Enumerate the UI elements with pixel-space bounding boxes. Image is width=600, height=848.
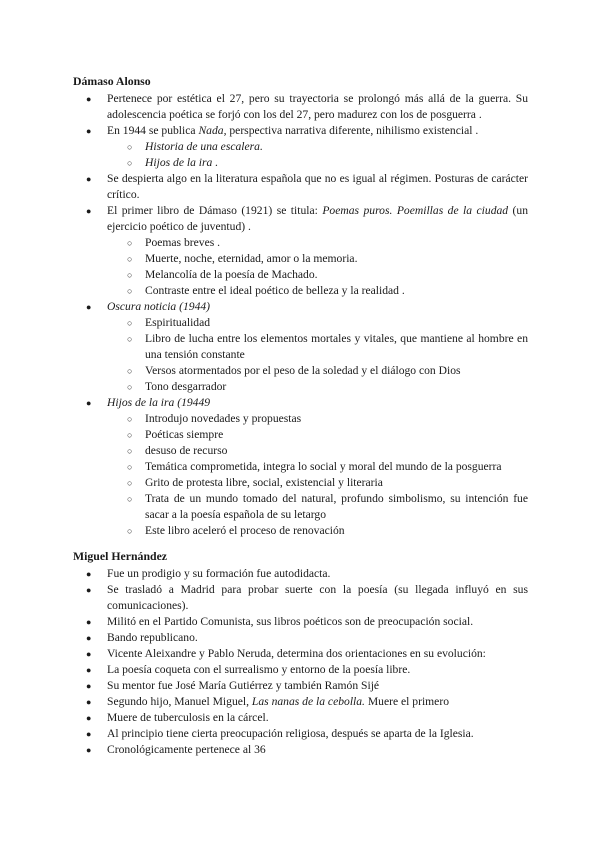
sub-list-item: ○ Contraste entre el ideal poético de belleza y la realidad . [73, 283, 528, 299]
section-heading: Dámaso Alonso [73, 74, 151, 88]
list-item: ● Segundo hijo, Manuel Miguel, Las nanas de la cebolla. Muere el primero [73, 694, 528, 710]
list-item: ● Hijos de la ira (19449 [73, 395, 528, 411]
list-item: ● Militó en el Partido Comunista, sus libros poéticos son de preocupación social. [73, 614, 528, 630]
list-item: ● Se trasladó a Madrid para probar suerte con la poesía (su llegada influyó en sus comunicaciones). [73, 582, 528, 614]
sub-list-item: ○ Hijos de la ira . [73, 155, 528, 171]
list-item: ● Al principio tiene cierta preocupación religiosa, después se aparta de la Iglesia. [73, 726, 528, 742]
sub-list-item: ○ Poéticas siempre [73, 427, 528, 443]
sub-list-item: ○ Versos atormentados por el peso de la soledad y el diálogo con Dios [73, 363, 528, 379]
sub-list-item: ○ Poemas breves . [73, 235, 528, 251]
section-heading: Miguel Hernández [73, 549, 168, 563]
sub-list-item: ○ Libro de lucha entre los elementos mortales y vitales, que mantiene al hombre en una tensión constante [73, 331, 528, 363]
list-item: ● Muere de tuberculosis en la cárcel. [73, 710, 528, 726]
sub-list-item: ○ Espiritualidad [73, 315, 528, 331]
sub-list-item: ○ Muerte, noche, eternidad, amor o la memoria. [73, 251, 528, 267]
sub-list-item: ○ Historia de una escalera. [73, 139, 528, 155]
sub-list-item: ○ Temática comprometida, integra lo social y moral del mundo de la posguerra [73, 459, 528, 475]
list-item: ● Bando republicano. [73, 630, 528, 646]
list-item: ● Pertenece por estética el 27, pero su trayectoria se prolongó más allá de la guerra. Su adolescencia poética se forjó con los del 27, pero madurez con los de posguerra . [73, 91, 528, 123]
sub-list-item: ○ Introdujo novedades y propuestas [73, 411, 528, 427]
list-item: ● La poesía coqueta con el surrealismo y entorno de la poesía libre. [73, 662, 528, 678]
list-item: ● Vicente Aleixandre y Pablo Neruda, determina dos orientaciones en su evolución: [73, 646, 528, 662]
sub-list-item: ○ Trata de un mundo tomado del natural, profundo simbolismo, su intención fue sacar a la poesía española de su letargo [73, 491, 528, 523]
sub-list-item: ○ desuso de recurso [73, 443, 528, 459]
sub-list-item: ○ Melancolía de la poesía de Machado. [73, 267, 528, 283]
list-item: ● El primer libro de Dámaso (1921) se titula: Poemas puros. Poemillas de la ciudad (un ejercicio poético de juventud) . [73, 203, 528, 235]
list-item: ● En 1944 se publica Nada, perspectiva narrativa diferente, nihilismo existencial . [73, 123, 528, 139]
section-damaso-alonso [73, 73, 528, 539]
bullet-list [73, 91, 528, 539]
list-item: ● Se despierta algo en la literatura española que no es igual al régimen. Posturas de carácter crítico. [73, 171, 528, 203]
sub-list-item: ○ Grito de protesta libre, social, existencial y literaria [73, 475, 528, 491]
sub-list-item: ○ Este libro aceleró el proceso de renovación [73, 523, 528, 539]
list-item: ● Fue un prodigio y su formación fue autodidacta. [73, 566, 528, 582]
bullet-list [73, 566, 528, 758]
list-item: ● Oscura noticia (1944) [73, 299, 528, 315]
list-item: ● Cronológicamente pertenece al 36 [73, 742, 528, 758]
sub-list-item: ○ Tono desgarrador [73, 379, 528, 395]
list-item: ● Su mentor fue José María Gutiérrez y también Ramón Sijé [73, 678, 528, 694]
section-miguel-hernandez [73, 548, 528, 758]
